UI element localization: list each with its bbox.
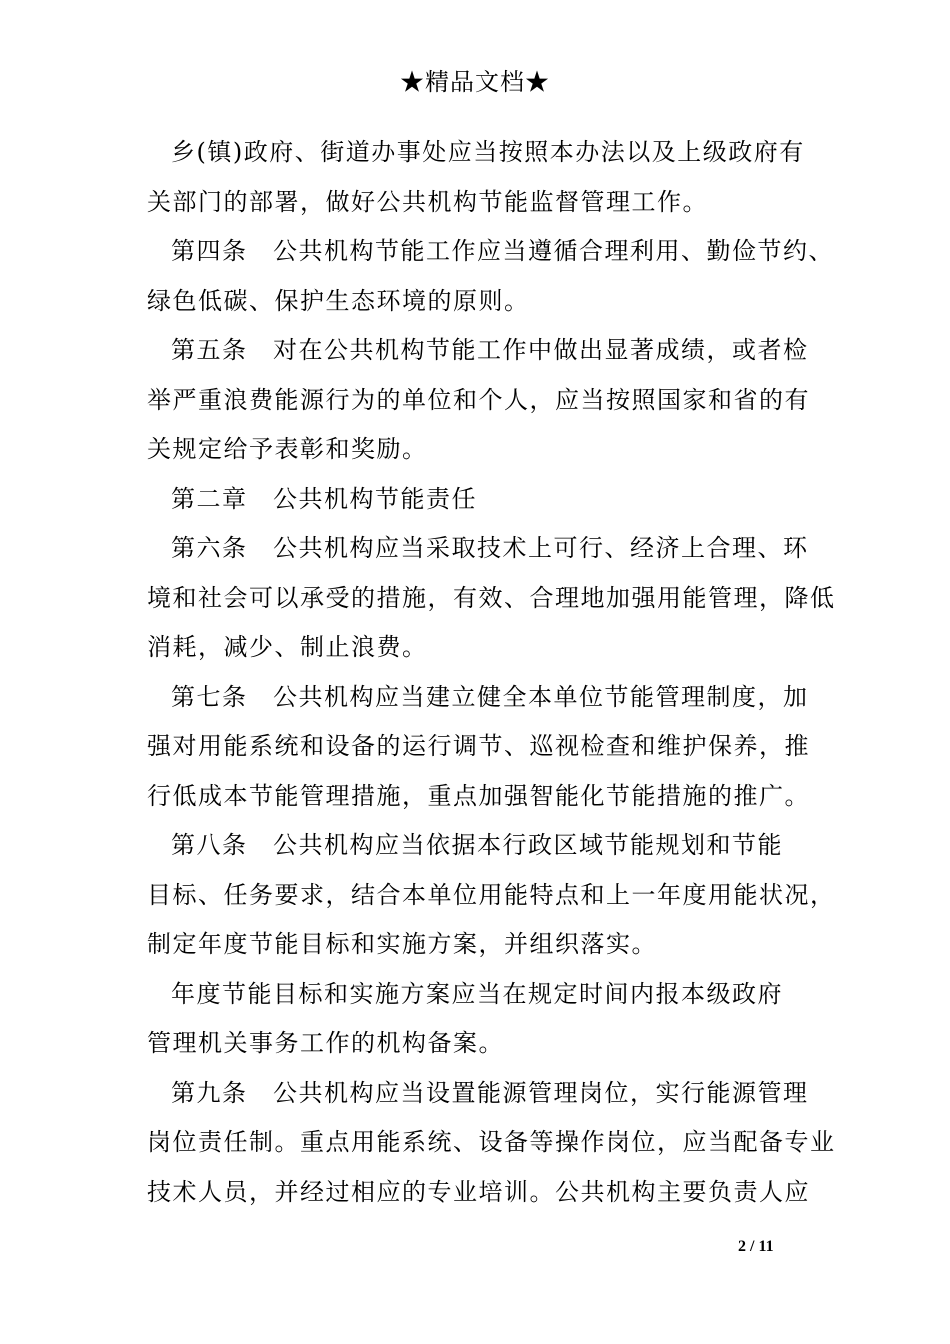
text-line: 第九条 公共机构应当设置能源管理岗位，实行能源管理 (171, 1078, 809, 1107)
text-line: 强对用能系统和设备的运行调节、巡视检查和维护保养，推 (147, 732, 810, 760)
text-line: 举严重浪费能源行为的单位和个人，应当按照国家和省的有 (147, 385, 810, 414)
page-number: 2 / 11 (738, 1238, 774, 1255)
document-body (147, 128, 836, 1217)
text-line: 关规定给予表彰和奖励。 (147, 435, 428, 463)
text-line: 岗位责任制。重点用能系统、设备等操作岗位，应当配备专业 (147, 1128, 836, 1156)
text-line: 第六条 公共机构应当采取技术上可行、经济上合理、环 (171, 534, 809, 562)
text-line: 乡(镇)政府、街道办事处应当按照本办法以及上级政府有 (171, 138, 805, 166)
text-line: 第五条 对在公共机构节能工作中做出显著成绩，或者检 (171, 336, 809, 364)
text-line: 技术人员，并经过相应的专业培训。公共机构主要负责人应 (147, 1177, 810, 1206)
text-line: 目标、任务要求，结合本单位用能特点和上一年度用能状况， (147, 880, 836, 909)
text-line: 第二章 公共机构节能责任 (171, 484, 477, 513)
text-line: 制定年度节能目标和实施方案，并组织落实。 (147, 930, 657, 958)
text-line: 境和社会可以承受的措施，有效、合理地加强用能管理，降低 (147, 583, 836, 612)
text-line: 关部门的部署，做好公共机构节能监督管理工作。 (147, 187, 708, 216)
text-line: 第八条 公共机构应当依据本行政区域节能规划和节能 (171, 831, 783, 859)
text-line: 绿色低碳、保护生态环境的原则。 (147, 286, 530, 315)
text-line: 行低成本节能管理措施，重点加强智能化节能措施的推广。 (147, 781, 810, 810)
text-line: 消耗，减少、制止浪费。 (147, 633, 428, 661)
text-line: 管理机关事务工作的机构备案。 (147, 1029, 504, 1057)
text-line: 年度节能目标和实施方案应当在规定时间内报本级政府 (171, 979, 783, 1008)
text-line: 第四条 公共机构节能工作应当遵循合理利用、勤俭节约、 (171, 237, 834, 265)
page-header-title: ★精品文档★ (400, 68, 550, 96)
text-line: 第七条 公共机构应当建立健全本单位节能管理制度，加 (171, 682, 809, 711)
